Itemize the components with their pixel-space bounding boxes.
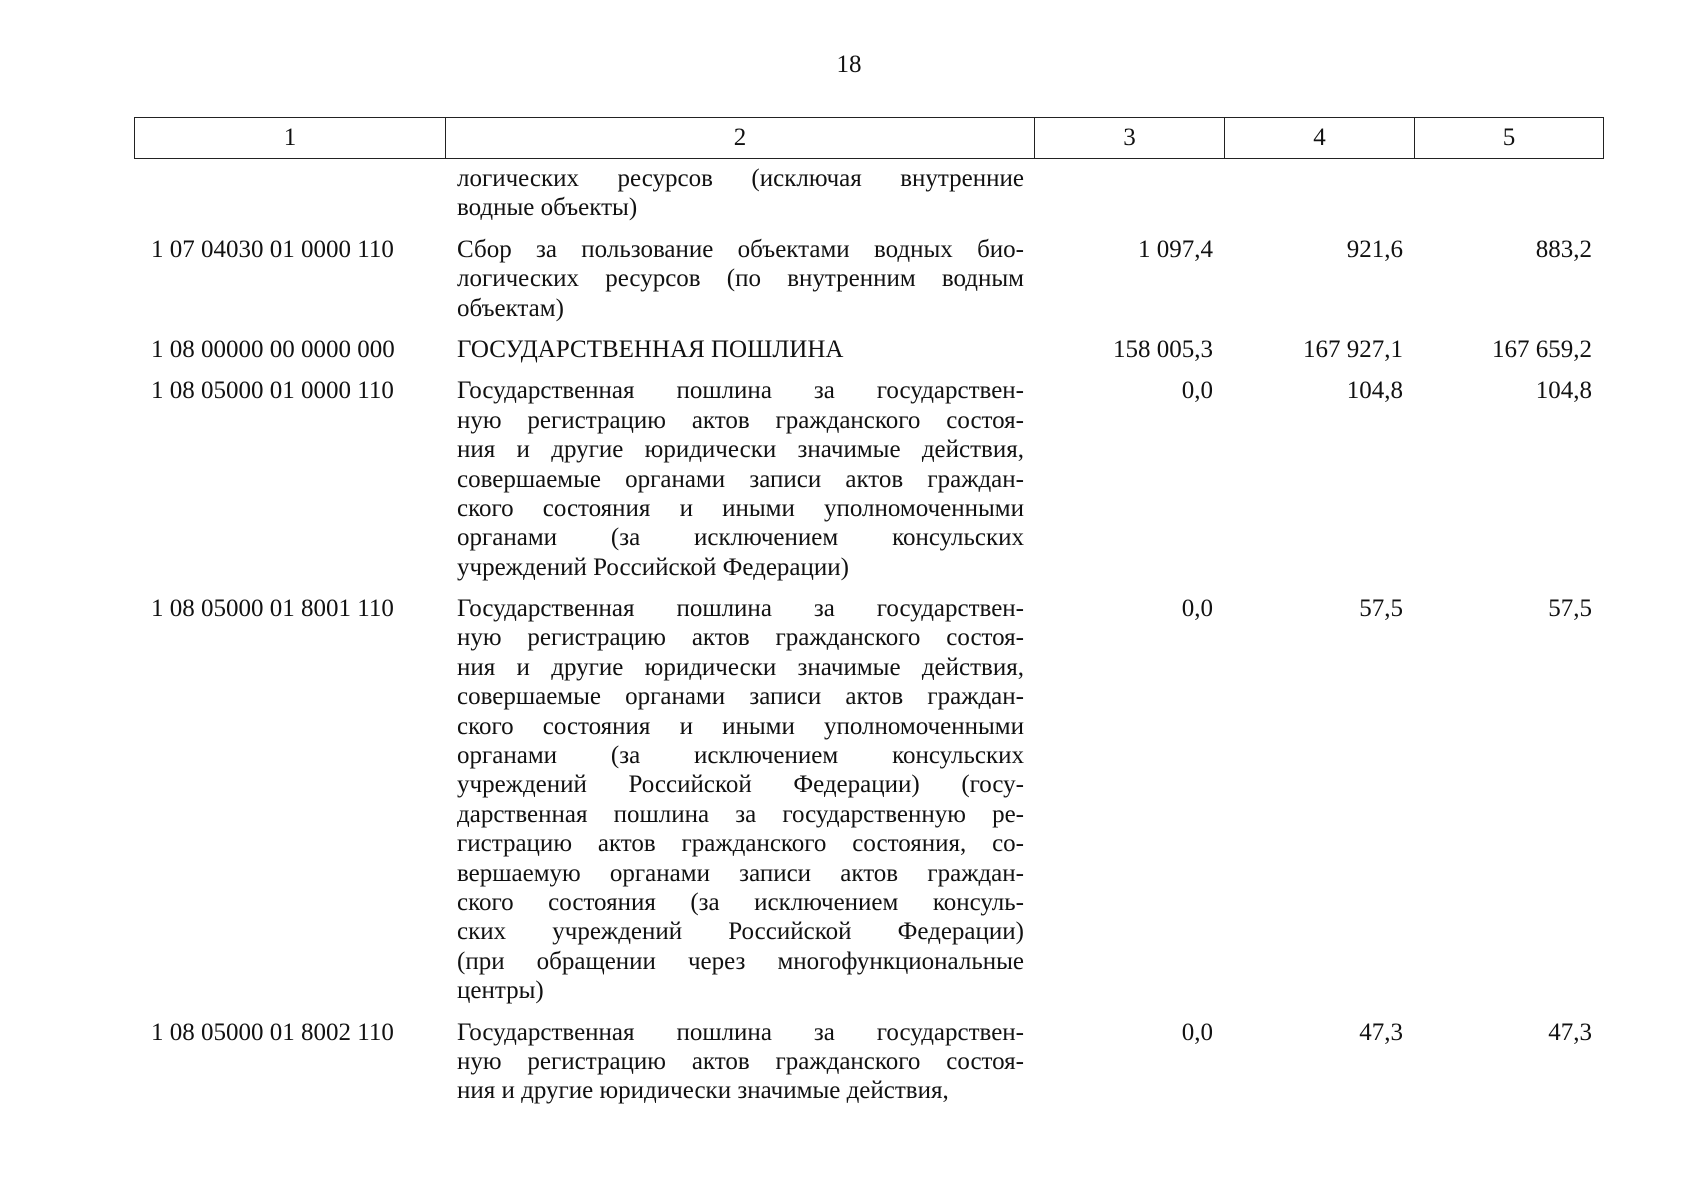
page-number: 18	[836, 51, 862, 78]
table-row	[134, 1018, 1603, 1106]
column-header-3: 3	[1035, 118, 1225, 159]
description-line: Государственная пошлина за государствен-	[457, 595, 1024, 623]
description-line: центры)	[457, 977, 544, 1005]
amount-column-5: 57,5	[1548, 595, 1592, 623]
description-line: ского состояния (за исключением консуль-	[457, 889, 1024, 916]
description-line: ния и другие юридически значимые действия,	[457, 436, 1024, 464]
revenue-code: 1 08 05000 01 8002 110	[151, 1018, 394, 1046]
description-line: объектам)	[457, 294, 564, 322]
description-line: вершаемую органами записи актов граждан-	[457, 859, 1024, 887]
description-line: учреждений Российской Федерации) (госу-	[457, 771, 1024, 799]
column-header-4: 4	[1225, 118, 1415, 159]
amount-column-5: 47,3	[1548, 1018, 1592, 1046]
description-line: ского состояния и иными уполномоченными	[457, 494, 1024, 522]
table-header	[134, 117, 1604, 159]
revenue-code: 1 08 05000 01 8001 110	[151, 595, 394, 623]
description-line: органами (за исключением консульских	[457, 524, 1024, 552]
amount-column-5: 883,2	[1535, 235, 1592, 263]
amount-column-4: 57,5	[1359, 595, 1403, 623]
amount-column-4: 921,6	[1346, 235, 1403, 263]
amount-column-3: 158 005,3	[1113, 335, 1213, 363]
table-row	[134, 335, 1603, 364]
description-line: гистрацию актов гражданского состояния, со-	[457, 830, 1024, 858]
column-header-5: 5	[1415, 118, 1604, 159]
description-line: совершаемые органами записи актов граждан-	[457, 465, 1024, 493]
amount-column-4: 104,8	[1346, 377, 1403, 405]
description-line: ского состояния и иными уполномоченными	[457, 712, 1024, 740]
description-line: Государственная пошлина за государствен-	[457, 377, 1024, 405]
table-row	[134, 235, 1603, 323]
revenue-description	[445, 1018, 1034, 1106]
description-line: логических ресурсов (исключая внутренние	[457, 165, 1024, 192]
revenue-description	[445, 235, 1034, 323]
description-line: совершаемые органами записи актов граждан-	[457, 683, 1024, 711]
table-body	[134, 164, 1603, 1118]
description-line: органами (за исключением консульских	[457, 742, 1024, 770]
amount-column-4: 167 927,1	[1303, 335, 1403, 363]
amount-column-4: 47,3	[1359, 1018, 1403, 1046]
description-line: учреждений Российской Федерации)	[457, 553, 849, 581]
revenue-code: 1 07 04030 01 0000 110	[151, 235, 394, 263]
amount-column-5: 167 659,2	[1492, 335, 1592, 363]
amount-column-3: 0,0	[1181, 595, 1213, 623]
description-line: водные объекты)	[457, 194, 638, 222]
revenue-description	[445, 164, 1034, 223]
revenue-code: 1 08 00000 00 0000 000	[151, 335, 395, 363]
revenue-description	[445, 335, 1034, 364]
table-row	[134, 164, 1603, 223]
table-row	[134, 376, 1603, 582]
description-line: Сбор за пользование объектами водных био-	[457, 235, 1024, 263]
description-line: ния и другие юридически значимые действия,	[457, 653, 1024, 681]
description-line: ния и другие юридически значимые действия,	[457, 1077, 949, 1105]
description-line: ГОСУДАРСТВЕННАЯ ПОШЛИНА	[457, 335, 844, 363]
description-line: дарственная пошлина за государственную ре-	[457, 800, 1024, 828]
column-header-2: 2	[446, 118, 1035, 159]
description-line: Государственная пошлина за государствен-	[457, 1018, 1024, 1046]
amount-column-3: 0,0	[1181, 1018, 1213, 1046]
column-header-1: 1	[135, 118, 446, 159]
amount-column-3: 1 097,4	[1138, 235, 1213, 263]
description-line: логических ресурсов (по внутренним водным	[457, 265, 1024, 293]
revenue-description	[445, 594, 1034, 1005]
description-line: ских учреждений Российской Федерации)	[457, 918, 1024, 946]
revenue-code: 1 08 05000 01 0000 110	[151, 377, 394, 405]
description-line: ную регистрацию актов гражданского состоя-	[457, 624, 1024, 652]
description-line: ную регистрацию актов гражданского состоя-	[457, 406, 1024, 434]
amount-column-3: 0,0	[1181, 377, 1213, 405]
revenue-description	[445, 376, 1034, 582]
amount-column-5: 104,8	[1535, 377, 1592, 405]
description-line: (при обращении через многофункциональные	[457, 947, 1024, 975]
table-row	[134, 594, 1603, 1005]
description-line: ную регистрацию актов гражданского состоя-	[457, 1047, 1024, 1075]
